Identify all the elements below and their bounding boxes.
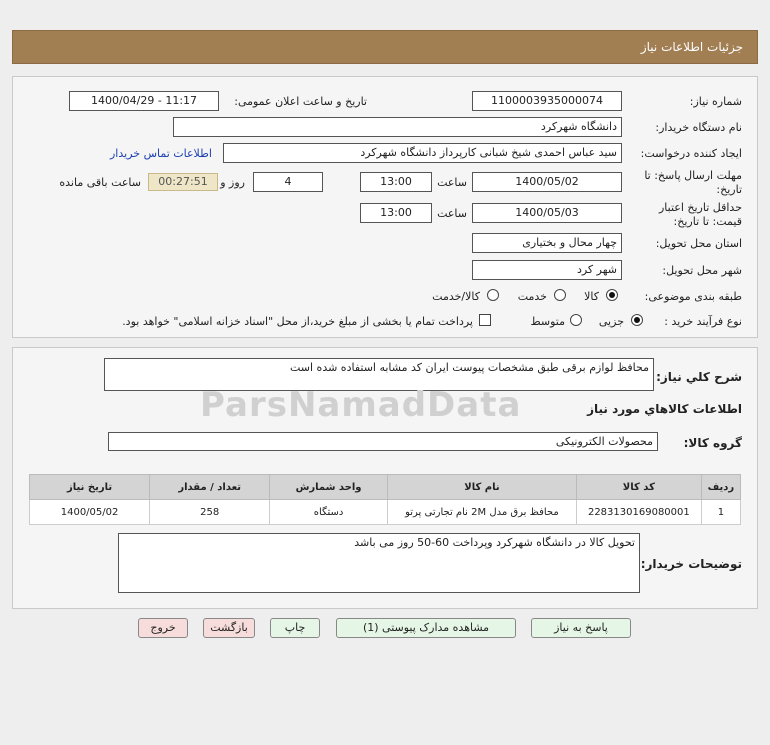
back-button[interactable]: بازگشت [203, 618, 255, 638]
goods-group-label: گروه کالا: [683, 436, 742, 450]
creator-label: ایجاد کننده درخواست: [640, 147, 742, 160]
table-row [30, 500, 741, 525]
buyer-notes-field: تحویل کالا در دانشگاه شهرکرد وپرداخت 60-50 روز می باشد [118, 533, 640, 593]
province-field: چهار محال و بختیاری [472, 233, 622, 253]
cell-quantity: 258 [150, 500, 270, 525]
col-row-number: ردیف [701, 475, 740, 500]
reply-deadline-label-2: تاریخ: [716, 183, 742, 196]
reply-date-field: 1400/05/02 [472, 172, 622, 192]
city-field: شهر کرد [472, 260, 622, 280]
cell-item-name: محافظ برق مدل 2M نام تجارتی پرتو [387, 500, 576, 525]
category-radio-goods[interactable] [606, 289, 618, 301]
col-quantity: تعداد / مقدار [150, 475, 270, 500]
days-field: 4 [253, 172, 323, 192]
col-need-date: تاریخ نیاز [30, 475, 150, 500]
process-radio-medium[interactable] [570, 314, 582, 326]
process-option-minor: جزیی [598, 315, 624, 328]
buyer-org-field: دانشگاه شهرکرد [173, 117, 622, 137]
goods-table-header [30, 475, 741, 500]
validity-date-field: 1400/05/03 [472, 203, 622, 223]
cell-need-date: 1400/05/02 [30, 500, 150, 525]
treasury-payment-checkbox[interactable] [479, 314, 491, 326]
cell-item-code: 2283130169080001 [576, 500, 701, 525]
treasury-payment-note: پرداخت تمام یا بخشی از مبلغ خرید،از محل "اسناد خزانه اسلامی" خواهد بود. [122, 315, 473, 328]
view-attachments-button[interactable]: مشاهده مدارک پیوستی (1) [336, 618, 516, 638]
creator-field: سید عباس احمدی شیخ شبانی کارپرداز دانشگاه شهرکرد [223, 143, 622, 163]
reply-time-field: 13:00 [360, 172, 432, 192]
cell-row-number: 1 [701, 500, 740, 525]
province-label: استان محل تحویل: [655, 237, 742, 250]
col-unit: واحد شمارش [270, 475, 388, 500]
need-number-label: شماره نیاز: [689, 95, 742, 108]
category-option-goods-service: کالا/خدمت [432, 290, 480, 303]
need-number-field: 1100003935000074 [472, 91, 622, 111]
col-item-name: نام کالا [387, 475, 576, 500]
city-label: شهر محل تحویل: [662, 264, 742, 277]
category-option-service: خدمت [517, 290, 547, 303]
exit-button[interactable]: خروج [138, 618, 188, 638]
validity-hour-label: ساعت [437, 207, 467, 220]
process-type-label: نوع فرآیند خرید : [664, 315, 742, 328]
print-button[interactable]: چاپ [270, 618, 320, 638]
reply-hour-label: ساعت [437, 176, 467, 189]
process-radio-minor[interactable] [631, 314, 643, 326]
description-label: شرح کلي نياز: [656, 370, 742, 384]
watermark-text: ParsNamadData [200, 385, 522, 425]
cell-unit: دستگاه [270, 500, 388, 525]
category-radio-goods-service[interactable] [487, 289, 499, 301]
process-option-medium: متوسط [530, 315, 565, 328]
price-validity-label: حداقل تاریخ اعتبار [658, 201, 742, 214]
page-title: جزئیات اطلاعات نیاز [640, 40, 743, 54]
remaining-timer: 00:27:51 [148, 173, 218, 191]
remaining-label: ساعت باقی مانده [59, 176, 141, 189]
reply-button[interactable]: پاسخ به نیاز [531, 618, 631, 638]
announce-datetime-field: 1400/04/29 - 11:17 [69, 91, 219, 111]
category-label: طبقه بندی موضوعی: [644, 290, 742, 303]
buyer-contact-link[interactable]: اطلاعات تماس خریدار [110, 147, 212, 160]
days-label: روز و [220, 176, 245, 189]
goods-table [29, 474, 741, 525]
price-validity-label-2: قیمت: تا تاریخ: [673, 215, 742, 228]
buyer-notes-label: توضیحات خریدار: [640, 557, 742, 571]
validity-time-field: 13:00 [360, 203, 432, 223]
goods-group-field: محصولات الکترونیکی [108, 432, 658, 451]
buyer-org-label: نام دستگاه خریدار: [655, 121, 742, 134]
goods-section-title: اطلاعات کالاهاي مورد نياز [587, 402, 742, 416]
announce-label: تاریخ و ساعت اعلان عمومی: [234, 95, 367, 108]
category-radio-service[interactable] [554, 289, 566, 301]
description-field: محافظ لوازم برقی طبق مشخصات پیوست ایران کد مشابه استفاده شده است [104, 358, 654, 391]
reply-deadline-label: مهلت ارسال پاسخ: تا [644, 169, 742, 182]
category-option-goods: کالا [584, 290, 599, 303]
page-header [12, 30, 758, 64]
col-item-code: کد کالا [576, 475, 701, 500]
